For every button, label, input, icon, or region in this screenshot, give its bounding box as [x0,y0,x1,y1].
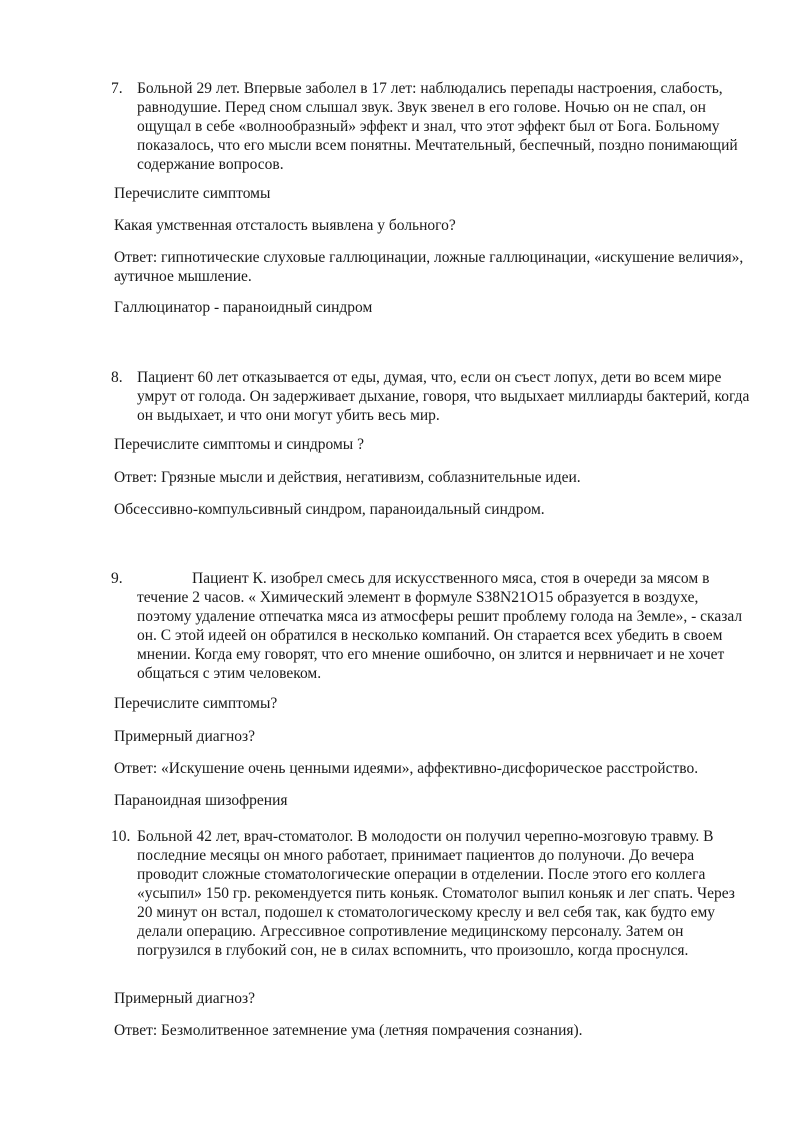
case-description: Пациент К. изобрел смесь для искусственного мяса, стоя в очереди за мясом в течение 2 часов. « Химический элемент в формуле S38N21O15 образуется в воздухе, поэтому удаление отпечатка мяса из атмосферы решит проблему голода на Земле», - сказал он. С этой идеей он обратился в несколько компаний. Он старается всех убедить в своем мнении. Когда ему говорят, что его мнение ошибочно, он злится и нервничает и не хочет общаться с этим человеком. [137,570,743,682]
case-7-answer: Ответ: гипнотические слуховые галлюцинации, ложные галлюцинации, «искушение величия», аутичное мышление. [114,249,744,285]
case-number: 9. [111,570,123,587]
case-9 [111,569,751,683]
case-description: Пациент 60 лет отказывается от еды, думая, что, если он съест лопух, дети во всем мире умрут от голода. Он задерживает дыхание, говоря, что выдыхает миллиарды бактерий, когда он выдыхает, и что они могут убить весь мир. [137,369,750,424]
case-8 [111,368,751,425]
case-9-conclusion: Параноидная шизофрения [114,792,288,809]
case-7-conclusion: Галлюцинатор - параноидный синдром [114,299,373,316]
case-9-question-diagnosis: Примерный диагноз? [114,728,256,745]
case-7-question-symptoms: Перечислите симптомы [114,185,271,202]
case-description: Больной 42 лет, врач-стоматолог. В молодости он получил черепно-мозговую травму. В последние месяцы он много работает, принимает пациентов до полуночи. До вечера проводит сложные стоматологические операции в отделении. После этого его коллега «усыпил» 150 гр. рекомендуется пить коньяк. Стоматолог выпил коньяк и лег спать. Через 20 минут он встал, подошел к стоматологическому креслу и вел себя так, как будто ему делали операцию. Агрессивное сопротивление медицинскому персоналу. Затем он погрузился в глубокий сон, не в силах вспомнить, что произошло, когда проснулся. [137,828,735,959]
case-8-question: Перечислите симптомы и синдромы ? [114,436,364,453]
case-9-answer: Ответ: «Искушение очень ценными идеями», аффективно-дисфорическое расстройство. [114,760,699,777]
case-10 [111,827,751,960]
case-number: 10. [111,828,131,845]
case-9-question-symptoms: Перечислите симптомы? [114,695,278,712]
case-8-conclusion: Обсессивно-компульсивный синдром, параноидальный синдром. [114,501,545,518]
case-7-question-retardation: Какая умственная отсталость выявлена у больного? [114,217,456,234]
case-8-answer: Ответ: Грязные мысли и действия, негативизм, соблазнительные идеи. [114,469,581,486]
case-7 [111,79,751,174]
case-number: 8. [111,369,123,386]
case-description: Больной 29 лет. Впервые заболел в 17 лет: наблюдались перепады настроения, слабость, равнодушие. Перед сном слышал звук. Звук звенел в его голове. Ночью он не спал, он ощущал в себе «волнообразный» эффект и знал, что этот эффект был от Бога. Больному показалось, что его мысли всем понятны. Мечтательный, беспечный, поздно понимающий содержание вопросов. [137,80,738,173]
case-10-answer: Ответ: Безмолитвенное затемнение ума (летняя помрачения сознания). [114,1022,583,1039]
case-number: 7. [111,80,123,97]
case-10-question: Примерный диагноз? [114,990,256,1007]
